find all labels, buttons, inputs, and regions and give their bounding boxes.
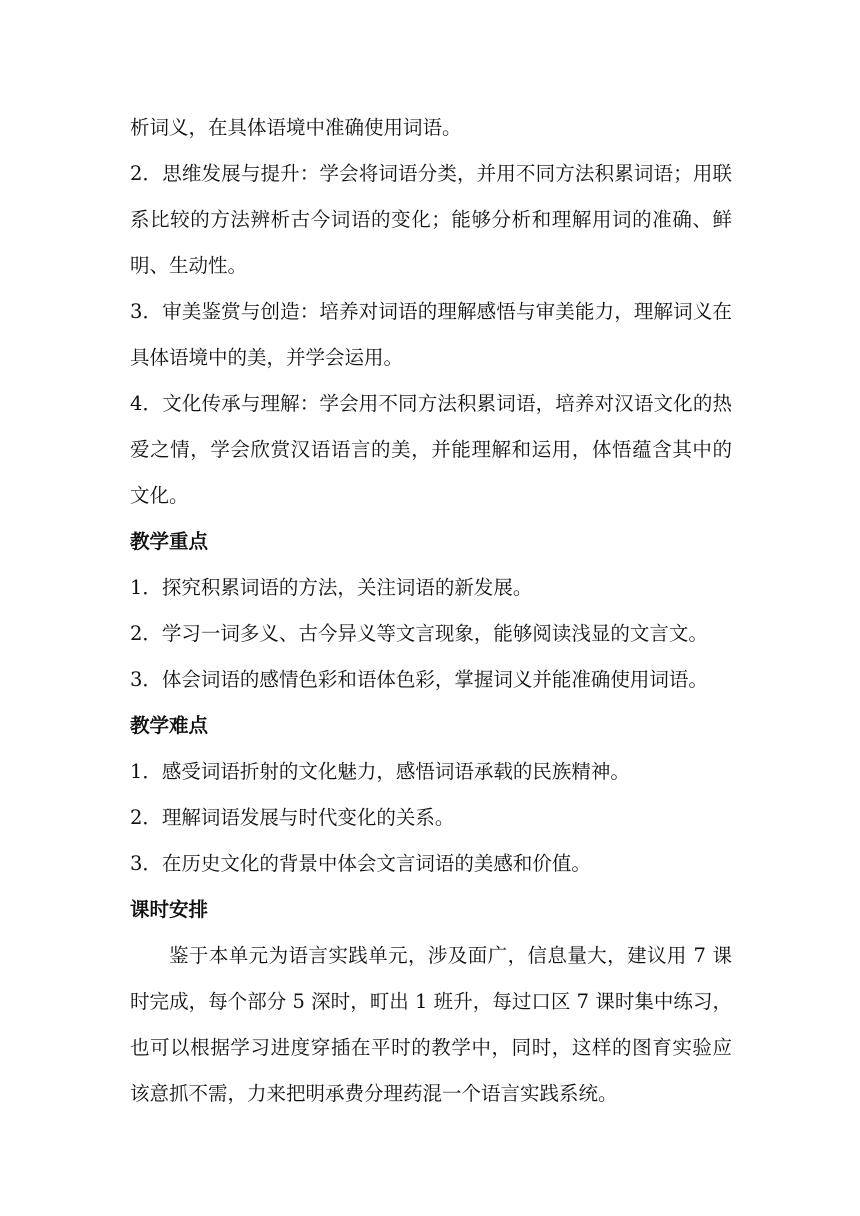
- key-point-item-1: 1．探究积累词语的方法，关注词语的新发展。: [130, 576, 533, 599]
- key-point-item-2: 2．学习一词多义、古今异义等文言现象，能够阅读浅显的文言文。: [130, 622, 708, 645]
- difficulty-item-2: 2．理解词语发展与时代变化的关系。: [130, 806, 455, 829]
- key-point-item-3: 3．体会词语的感情色彩和语体色彩，掌握词义并能准确使用词语。: [130, 668, 708, 691]
- key-points-heading: 教学重点: [130, 530, 209, 553]
- schedule-heading: 课时安排: [130, 898, 209, 921]
- difficulties-heading: 教学难点: [130, 714, 209, 737]
- objective-item-2: 2．思维发展与提升：学会将词语分类，并用不同方法积累词语；用联系比较的方法辨析古今词语的变化；能够分析和理解用词的准确、鲜明、生动性。: [130, 162, 732, 277]
- schedule-paragraph: 鉴于本单元为语言实践单元，涉及面广，信息量大，建议用 7 课时完成，每个部分 5 深时，町出 1 班升，每过口区 7 课时集中练习，也可以根据学习进度穿插在平时的教学中，同时，这样的图育实验应该意抓不需，力来把明承费分理药混一个语言实践系统。: [130, 944, 732, 1105]
- objective-item-4: 4．文化传承与理解：学会用不同方法积累词语，培养对汉语文化的热爱之情，学会欣赏汉语语言的美，并能理解和运用，体悟蕴含其中的文化。: [130, 392, 732, 507]
- difficulty-item-3: 3．在历史文化的背景中体会文言词语的美感和价值。: [130, 852, 591, 875]
- document-content: [130, 105, 732, 1117]
- objective-continuation: 析词义，在具体语境中准确使用词语。: [130, 116, 462, 139]
- objective-item-3: 3．审美鉴赏与创造：培养对词语的理解感悟与审美能力，理解词义在具体语境中的美，并学会运用。: [130, 300, 732, 369]
- difficulty-item-1: 1．感受词语折射的文化魅力，感悟词语承载的民族精神。: [130, 760, 630, 783]
